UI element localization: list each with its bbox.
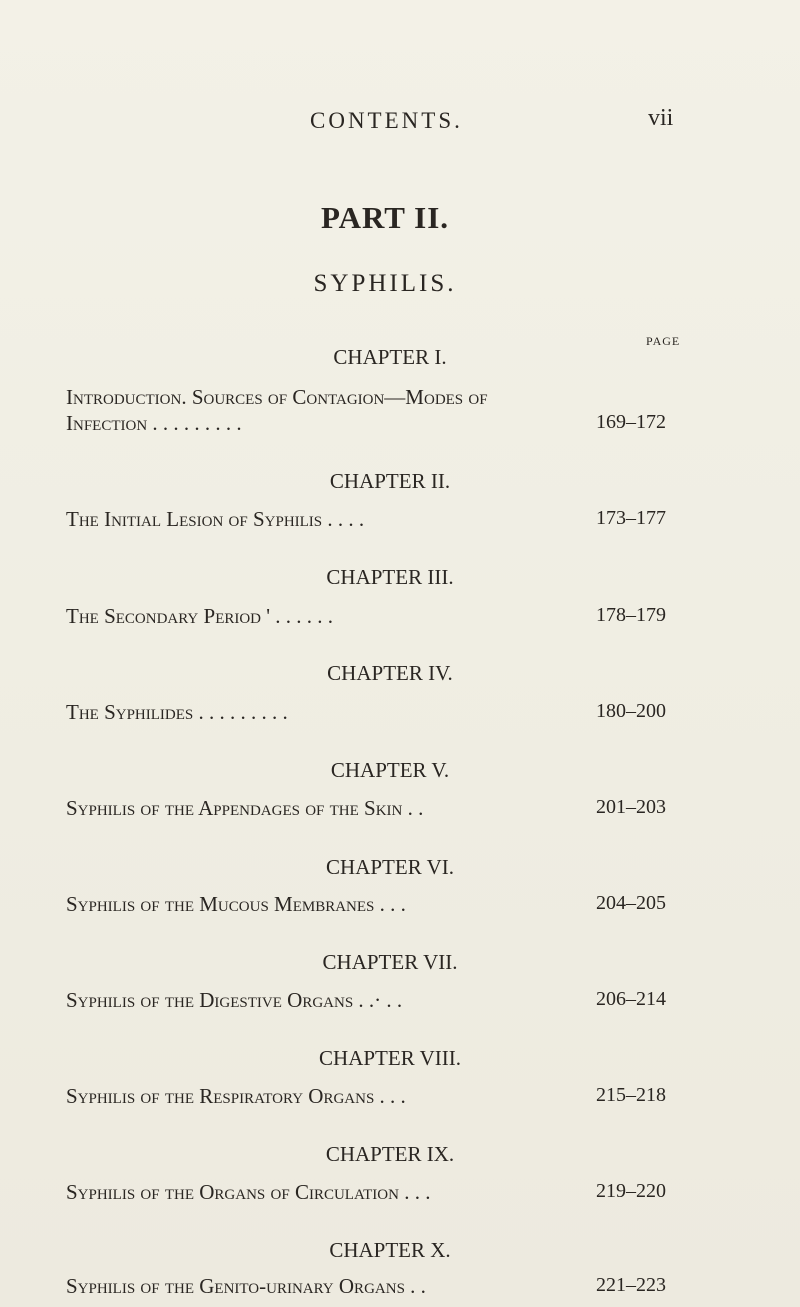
chapter-heading: CHAPTER VI. bbox=[326, 855, 454, 879]
chapter-entry-line: The Secondary Period ' . . . . . . bbox=[66, 604, 334, 628]
chapter-heading: CHAPTER X. bbox=[329, 1238, 451, 1262]
chapter-entry-line: Syphilis of the Mucous Membranes . . . bbox=[66, 892, 406, 916]
chapter-page-range: 204–205 bbox=[596, 892, 666, 914]
chapter-entry-line: Introduction. Sources of Contagion—Modes of bbox=[66, 385, 488, 409]
chapter-heading: CHAPTER I. bbox=[333, 345, 447, 369]
part-title: PART II. bbox=[320, 200, 450, 235]
chapter-heading: CHAPTER IV. bbox=[327, 661, 453, 685]
chapter-page-range: 201–203 bbox=[596, 796, 666, 818]
chapter-heading: CHAPTER VII. bbox=[322, 950, 458, 974]
chapter-heading: CHAPTER II. bbox=[329, 469, 451, 493]
page-folio: vii bbox=[648, 105, 674, 131]
chapter-heading: CHAPTER VIII. bbox=[319, 1046, 461, 1070]
chapter-entry-line: Syphilis of the Genito-urinary Organs . . bbox=[66, 1274, 426, 1298]
chapter-page-range: 180–200 bbox=[596, 700, 666, 722]
chapter-heading: CHAPTER IX. bbox=[325, 1142, 455, 1166]
chapter-page-range: 219–220 bbox=[596, 1180, 666, 1202]
chapter-entry-line: The Initial Lesion of Syphilis . . . . bbox=[66, 507, 365, 531]
running-head bbox=[0, 105, 800, 138]
chapter-entry-line: Syphilis of the Organs of Circulation . . . bbox=[66, 1180, 431, 1204]
part-subtitle: SYPHILIS. bbox=[313, 270, 457, 297]
chapter-entry-line: Syphilis of the Appendages of the Skin . . bbox=[66, 796, 424, 820]
chapter-page-range: 206–214 bbox=[596, 988, 666, 1010]
chapter-entry-line: Syphilis of the Respiratory Organs . . . bbox=[66, 1084, 406, 1108]
chapter-page-range: 221–223 bbox=[596, 1274, 666, 1296]
chapter-heading: CHAPTER III. bbox=[326, 565, 454, 589]
chapter-heading: CHAPTER V. bbox=[330, 758, 450, 782]
chapter-page-range: 178–179 bbox=[596, 604, 666, 626]
running-title: CONTENTS. bbox=[310, 108, 463, 133]
chapter-page-range: 173–177 bbox=[596, 507, 666, 529]
page-column-label: PAGE bbox=[646, 334, 681, 348]
chapter-entry-line: Syphilis of the Digestive Organs . .· . . bbox=[66, 988, 403, 1012]
chapter-page-range: 215–218 bbox=[596, 1084, 666, 1106]
chapter-entry-line: Infection . . . . . . . . . bbox=[66, 411, 242, 435]
chapter-entry-line: The Syphilides . . . . . . . . . bbox=[66, 700, 288, 724]
chapter-page-range: 169–172 bbox=[596, 411, 666, 433]
